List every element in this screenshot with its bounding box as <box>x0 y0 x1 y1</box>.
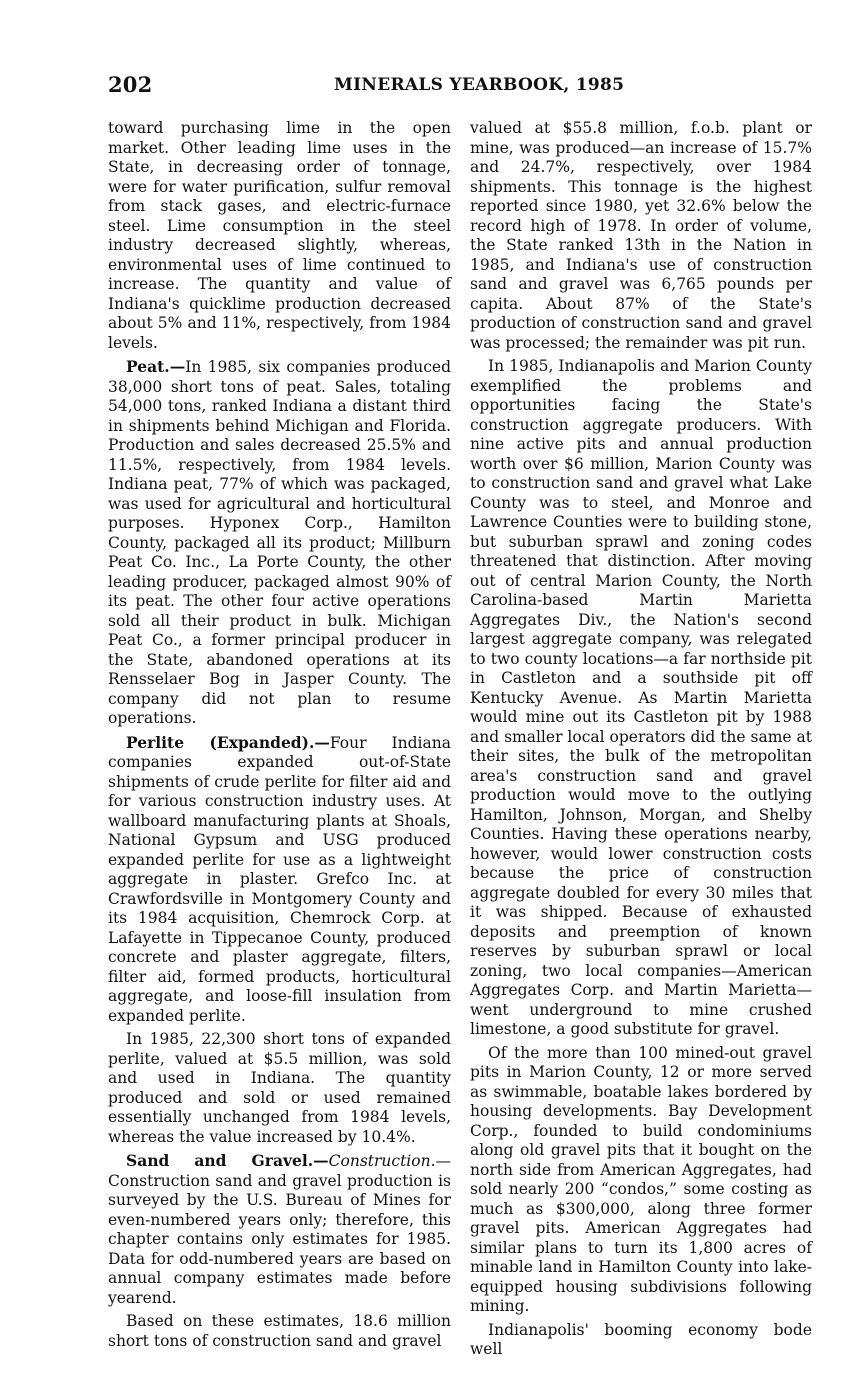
paragraph-perlite-text: Four Indiana companies expanded out-of-State shipments of crude perlite for filter aid and for various construction industry uses. At wallboard manufacturing plants at Shoals, National Gypsum and USG produced expanded perlite for use as a lightweight aggregate in plaster. Grefco Inc. at Crawfordsville in Montgomery County and its 1984 acquisition, Chemrock Corp. at Lafayette in Tippecanoe County, produced concrete and plaster aggregate, filters, filter aid, formed products, horticultural aggregate, and loose-fill insulation from expanded perlite. <box>108 733 451 1025</box>
subheading-dash: — <box>435 1152 451 1170</box>
subheading-construction: Construction. <box>328 1152 436 1170</box>
left-column <box>108 119 451 1351</box>
section-heading-perlite: Perlite (Expanded).— <box>126 732 330 752</box>
section-heading-peat: Peat.— <box>126 357 186 376</box>
page-header <box>108 72 813 102</box>
paragraph-perlite-2: In 1985, 22,300 short tons of expanded perlite, valued at $5.5 million, was sold and used in Indiana. The quantity produced and sold or used remained essentially unchanged from 1984 levels, whereas the value increased by 10.4%. <box>108 1030 451 1146</box>
page-number: 202 <box>108 72 153 97</box>
paragraph-indianapolis: In 1985, Indianapolis and Marion County exemplified the problems and opportunities facing the State's construction aggregate producers. With nine active pits and annual production worth over $6 million, Marion County was to construction sand and gravel what Lake County was to steel, and Monroe and Lawrence Counties were to building stone, but suburban sprawl and zoning codes threatened that distinction. After moving out of central Marion County, the North Carolina-based Martin Marietta Aggregates Div., the Nation's second largest aggregate company, was relegated to two county locations—a far northside pit in Castleton and a southside pit off Kentucky Avenue. As Martin Marietta would mine out its Castleton pit by 1988 and smaller local operators did the same at their sites, the bulk of the metropolitan area's construction sand and gravel production would move to the outlying Hamilton, Johnson, Morgan, and Shelby Counties. Having these operations nearby, however, would lower construction costs because the price of construction aggregate doubled for every 30 miles that it was shipped. Because of exhausted deposits and preemption of known reserves by suburban sprawl or local zoning, two local companies—American Aggregates Corp. and Martin Marietta—went underground to mine crushed limestone, a good substitute for gravel. <box>470 357 812 1038</box>
paragraph-based-estimates: Based on these estimates, 18.6 million short tons of construction sand and gravel <box>108 1312 451 1350</box>
paragraph-economy: Indianapolis' booming economy bode well <box>470 1320 812 1358</box>
paragraph-peat-text: In 1985, six companies produced 38,000 short tons of peat. Sales, totaling 54,000 tons, ranked Indiana a distant third in shipments behind Michigan and Florida. Production and sales decreased 25.5% and 11.5%, respectively, from 1984 levels. Indiana peat, 77% of which was packaged, was used for agricultural and horticultural purposes. Hyponex Corp., Hamilton County, packaged all its product; Millburn Peat Co. Inc., La Porte County, the other leading producer, packaged almost 90% of its peat. The other four active operations sold all their product in bulk. Michigan Peat Co., a former principal producer in the State, abandoned operations at its Rensselaer Bog in Jasper County. The company did not plan to resume operations. <box>108 358 451 727</box>
right-column <box>470 119 812 1360</box>
paragraph-perlite <box>108 733 451 1027</box>
paragraph-sand-gravel-continued: valued at $55.8 million, f.o.b. plant or mine, was produced—an increase of 15.7% and 24.7%, respectively, over 1984 shipments. This tonnage is the highest reported since 1980, yet 32.6% below the record high of 1978. In order of volume, the State ranked 13th in the Nation in 1985, and Indiana's use of construction sand and gravel was 6,765 pounds per capita. About 87% of the State's production of construction sand and gravel was processed; the remainder was pit run. <box>470 119 812 352</box>
paragraph-lime-continued: toward purchasing lime in the open market. Other leading lime uses in the State, in decreasing order of tonnage, were for water purification, sulfur removal from stack gases, and electric-furnace steel. Lime consumption in the steel industry decreased slightly, whereas, environmental uses of lime continued to increase. The quantity and value of Indiana's quicklime production decreased about 5% and 11%, respectively, from 1984 levels. <box>108 119 451 352</box>
paragraph-gravel-pits: Of the more than 100 mined-out gravel pits in Marion County, 12 or more served as swimmable, boatable lakes bordered by housing developments. Bay Development Corp., founded to build condominiums along old gravel pits that it bought on the north side from American Aggregates, had sold nearly 200 “condos,” some costing as much as $300,000, along three former gravel pits. American Aggregates had similar plans to turn its 1,800 acres of minable land in Hamilton County into lake-equipped housing subdivisions following mining. <box>470 1043 812 1315</box>
running-title: MINERALS YEARBOOK, 1985 <box>334 75 625 95</box>
section-heading-sand-gravel: Sand and Gravel.— <box>126 1151 329 1170</box>
paragraph-sand-gravel-text: Construction sand and gravel production is surveyed by the U.S. Bureau of Mines for even-numbered years only; therefore, this chapter contains only estimates for 1985. Data for odd-numbered years are based on annual company estimates made before yearend. <box>108 1171 451 1307</box>
paragraph-peat <box>108 357 451 729</box>
paragraph-sand-gravel <box>108 1151 451 1308</box>
